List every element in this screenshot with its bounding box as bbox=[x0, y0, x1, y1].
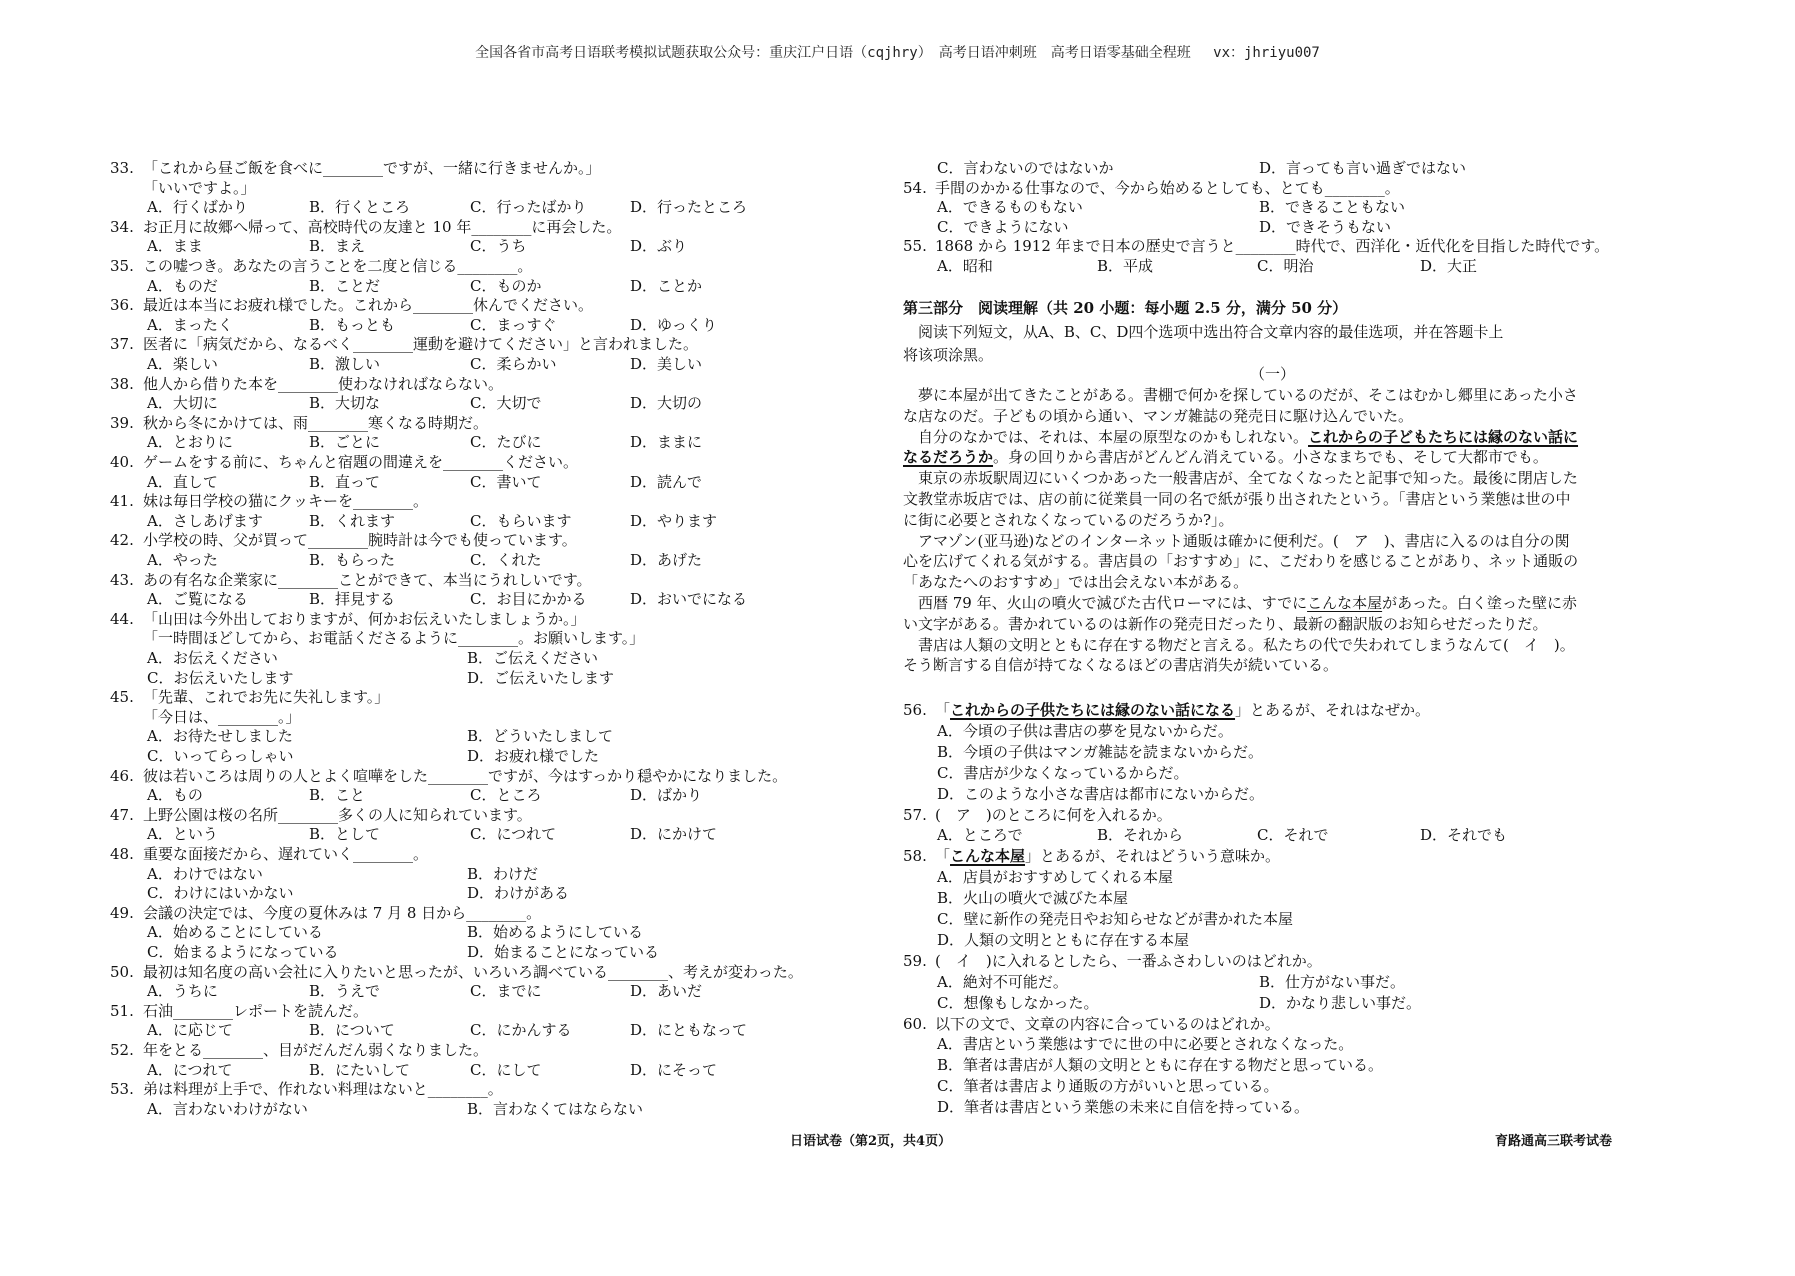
answer-option: A．始めることにしている bbox=[147, 923, 323, 942]
answer-option: D．ゆっくり bbox=[630, 315, 717, 334]
question-stem: 年をとる________、目がだんだん弱くなりました。 bbox=[143, 1041, 489, 1059]
underlined-phrase: これからの子供たちには縁のない話になる bbox=[950, 701, 1236, 719]
question-number: 33. bbox=[110, 159, 134, 177]
answer-option: C．にかんする bbox=[470, 1021, 572, 1040]
question-stem bbox=[935, 846, 1280, 866]
answer-option: C．書店が少なくなっているからだ。 bbox=[937, 763, 1189, 782]
underlined-phrase: こんな本屋 bbox=[950, 847, 1026, 866]
answer-option: A．お伝えください bbox=[147, 649, 278, 667]
question-number: 57. bbox=[903, 805, 927, 824]
text-segment: 西暦 79 年、火山の噴火で滅びた古代ローマには、すでに bbox=[903, 594, 1308, 612]
answer-option: A．書店という業態はすでに世の中に必要とされなくなった。 bbox=[937, 1035, 1354, 1054]
question-number: 37. bbox=[110, 335, 134, 354]
answer-option: D．おいでになる bbox=[630, 590, 748, 609]
answer-option: D．お疲れ様でした bbox=[467, 747, 600, 765]
answer-option: D．大切の bbox=[630, 394, 703, 413]
page-header-banner: 全国各省市高考日语联考模拟试题获取公众号：重庆江户日语（cqjhry） 高考日语冲刺班 高考日语零基础全程班 vx：jhriyu007 bbox=[475, 45, 1320, 61]
text-segment: 」とあるが、それはどういう意味か。 bbox=[1025, 847, 1281, 866]
answer-option: B．仕方がない事だ。 bbox=[1259, 972, 1406, 991]
question-number: 34. bbox=[110, 217, 134, 236]
answer-option: A．うちに bbox=[147, 982, 218, 1001]
question-stem: 「先輩、これでお先に失礼します。」 bbox=[143, 688, 390, 707]
answer-option: B．直って bbox=[309, 472, 381, 491]
text-segment: 夢に本屋が出てきたことがある。書棚で何かを探しているのだが、そこはむかし郷里にあった小さ bbox=[903, 386, 1578, 404]
question-stem: お正月に故郷へ帰って、高校時代の友達と 10 年________に再会した。 bbox=[143, 217, 622, 236]
answer-option: C．明治 bbox=[1257, 257, 1314, 275]
answer-option: C．もらいます bbox=[470, 511, 572, 530]
text-segment: 文教堂赤坂店では、店の前に従業員一同の名で紙が張り出されたという。「書店という業態は世の中 bbox=[903, 490, 1571, 508]
answer-option: A．昭和 bbox=[937, 257, 993, 275]
answer-option: A．ものだ bbox=[147, 276, 218, 295]
answer-option: C．いってらっしゃい bbox=[147, 747, 294, 765]
text-segment: ( ア )のところに何を入れるか。 bbox=[935, 805, 1172, 824]
text-segment: 自分のなかでは、それは、本屋の原型なのかもしれない。 bbox=[903, 427, 1309, 446]
answer-option: C．お目にかかる bbox=[470, 590, 587, 609]
question-number: 39. bbox=[110, 413, 134, 432]
passage-line bbox=[903, 531, 1570, 551]
answer-option: D．始まることになっている bbox=[467, 943, 660, 961]
question-number: 59. bbox=[903, 951, 927, 970]
answer-option: D．言っても言い過ぎではない bbox=[1259, 159, 1467, 177]
answer-option: D．かなり悲しい事だ。 bbox=[1259, 993, 1422, 1012]
question-number: 41. bbox=[110, 492, 134, 511]
passage-line bbox=[903, 510, 1234, 530]
answer-option: B．それから bbox=[1097, 826, 1184, 845]
answer-option: A．絶対不可能だ。 bbox=[937, 972, 1068, 991]
answer-option: C．お伝えいたします bbox=[147, 668, 294, 687]
answer-option: D．ぶり bbox=[630, 237, 688, 256]
passage-line bbox=[903, 572, 1248, 592]
question-number: 36. bbox=[110, 296, 134, 315]
answer-option: C．まっすぐ bbox=[470, 315, 557, 334]
answer-option: B．激しい bbox=[309, 355, 381, 373]
answer-option: B．今頃の子供はマンガ雑誌を読まないからだ。 bbox=[937, 742, 1264, 761]
section-instructions: 阅读下列短文，从A、B、C、D四个选项中选出符合文章内容的最佳选项，并在答题卡上 bbox=[903, 323, 1504, 341]
text-segment: 」とあるが、それはなぜか。 bbox=[1235, 701, 1431, 719]
answer-option: B．もらった bbox=[309, 551, 396, 569]
answer-option: B．ことだ bbox=[309, 276, 381, 295]
question-stem: 弟は料理が上手で、作れない料理はないと________。 bbox=[143, 1080, 503, 1099]
passage-title: （一） bbox=[1250, 365, 1296, 383]
underlined-phrase: これからの子どもたちには縁のない話に bbox=[1308, 427, 1579, 446]
answer-option: B．筆者は書店が人類の文明とともに存在する物だと思っている。 bbox=[937, 1056, 1384, 1075]
text-segment: 東京の赤坂駅周辺にいくつかあった一般書店が、全てなくなったと記事で知った。最後に閉店した bbox=[903, 469, 1578, 488]
answer-option: D．人類の文明とともに存在する本屋 bbox=[937, 930, 1190, 949]
text-segment: 心を広げてくれる気がする。書店員の「おすすめ」に、こだわりを感じることがあり、ネット通販の bbox=[903, 552, 1579, 571]
section-heading: 第三部分 阅读理解（共 20 小题：每小题 2.5 分，满分 50 分） bbox=[903, 299, 1348, 317]
answer-option: C．できようにない bbox=[937, 217, 1069, 236]
answer-option: C．までに bbox=[470, 982, 542, 1001]
answer-option: B．大切な bbox=[309, 394, 381, 413]
question-stem bbox=[935, 951, 1322, 971]
answer-option: B．できることもない bbox=[1259, 198, 1406, 217]
question-stem: 秋から冬にかけては、雨________寒くなる時期だ。 bbox=[143, 413, 489, 432]
answer-option: D．筆者は書店という業態の未来に自信を持っている。 bbox=[937, 1098, 1310, 1117]
question-number: 51. bbox=[110, 1001, 134, 1020]
underlined-phrase: こんな本屋 bbox=[1307, 594, 1383, 612]
answer-option: D．ことか bbox=[630, 276, 703, 295]
answer-option: B．もっとも bbox=[309, 315, 396, 334]
question-number: 58. bbox=[903, 847, 927, 866]
text-segment: な店なのだ。子どもの頃から通い、マンガ雑誌の発売日に駆け込んでいた。 bbox=[903, 406, 1414, 425]
question-stem: 手間のかかる仕事なので、今から始めるとしても、とても________。 bbox=[935, 178, 1400, 197]
answer-option: B．うえで bbox=[309, 982, 381, 1001]
underlined-phrase: なるだろうか bbox=[903, 448, 994, 467]
text-segment: い文字がある。書かれているのは新作の発売日だったり、最新の翻訳版のお知らせだったりだ。 bbox=[903, 614, 1548, 633]
answer-option: A．店員がおすすめしてくれる本屋 bbox=[937, 868, 1173, 887]
question-stem: 最近は本当にお疲れ様でした。これから________休んでください。 bbox=[143, 296, 594, 315]
question-stem: 妹は毎日学校の猫にクッキーを________。 bbox=[143, 492, 429, 511]
question-stem: 他人から借りた本を________使わなければならない。 bbox=[143, 374, 504, 393]
answer-option: A．につれて bbox=[147, 1060, 233, 1079]
answer-option: B．として bbox=[309, 825, 381, 844]
answer-option: A．とおりに bbox=[147, 433, 233, 452]
answer-option: A．行くばかり bbox=[147, 198, 248, 217]
passage-line bbox=[903, 468, 1578, 488]
question-number: 42. bbox=[110, 531, 134, 550]
answer-option: C．想像もしなかった。 bbox=[937, 993, 1099, 1012]
question-number: 50. bbox=[110, 962, 134, 981]
passage-line bbox=[903, 427, 1578, 447]
answer-option: D．にそって bbox=[630, 1060, 718, 1079]
question-stem: 上野公園は桜の名所________多くの人に知られています。 bbox=[143, 805, 532, 824]
question-stem bbox=[935, 805, 1172, 825]
answer-option: C．ところ bbox=[470, 786, 542, 805]
answer-option: D．それでも bbox=[1420, 826, 1508, 845]
text-segment: 。身の回りから書店がどんどん消えている。小さなまちでも、そして大都市でも。 bbox=[993, 448, 1548, 467]
answer-option: D．行ったところ bbox=[630, 198, 748, 217]
question-stem bbox=[935, 700, 1430, 720]
passage-line bbox=[903, 614, 1548, 634]
question-number: 35. bbox=[110, 257, 134, 275]
answer-option: C．行ったばかり bbox=[470, 198, 587, 217]
answer-option: B．始めるようにしている bbox=[467, 923, 644, 942]
answer-option: A．大切に bbox=[147, 394, 218, 413]
question-number: 53. bbox=[110, 1080, 134, 1099]
answer-option: C．始まるようになっている bbox=[147, 943, 339, 961]
passage-line bbox=[903, 635, 1575, 655]
question-stem: ゲームをする前に、ちゃんと宿題の間違えを________ください。 bbox=[143, 453, 579, 471]
question-stem: 医者に「病気だから、なるべく________運動を避けてください」と言われました。 bbox=[143, 335, 699, 354]
answer-option: C．言わないのではないか bbox=[937, 159, 1114, 177]
text-segment: アマゾン(亚马逊)などのインターネット通販は確かに便利だ。( ア )、書店に入るのは自分の関 bbox=[903, 531, 1570, 550]
question-number: 49. bbox=[110, 903, 134, 922]
answer-option: B．拝見する bbox=[309, 590, 396, 609]
answer-option: A．ところで bbox=[937, 826, 1023, 845]
answer-option: A．やった bbox=[147, 551, 218, 569]
answer-option: C．それで bbox=[1257, 826, 1329, 845]
answer-option: C．柔らかい bbox=[470, 355, 557, 373]
passage-line bbox=[903, 406, 1413, 426]
question-number: 52. bbox=[110, 1041, 134, 1059]
answer-option: A．ご覧になる bbox=[147, 590, 248, 609]
question-number: 60. bbox=[903, 1014, 927, 1033]
answer-option: C．につれて bbox=[470, 825, 557, 844]
answer-option: C．たびに bbox=[470, 433, 542, 452]
answer-option: A．楽しい bbox=[147, 355, 218, 373]
answer-option: D．読んで bbox=[630, 472, 703, 491]
answer-option: D．大正 bbox=[1420, 257, 1478, 275]
answer-option: B．まえ bbox=[309, 237, 366, 256]
text-segment: 「あなたへのおすすめ」では出会えない本がある。 bbox=[903, 573, 1249, 592]
question-number: 56. bbox=[903, 701, 927, 719]
answer-option: B．ご伝えください bbox=[467, 649, 599, 667]
answer-option: B．について bbox=[309, 1021, 395, 1040]
answer-option: A．さしあげます bbox=[147, 511, 263, 530]
question-number: 47. bbox=[110, 805, 134, 824]
answer-option: C．くれた bbox=[470, 551, 542, 569]
answer-option: C．うち bbox=[470, 237, 527, 256]
answer-option: D．にともなって bbox=[630, 1021, 748, 1040]
question-number: 44. bbox=[110, 609, 134, 628]
answer-option: D．わけがある bbox=[467, 884, 570, 903]
answer-option: C．ものか bbox=[470, 276, 542, 295]
question-stem: 最初は知名度の高い会社に入りたいと思ったが、いろいろ調べている________、考えが変わった。 bbox=[143, 962, 803, 981]
answer-option: B．わけだ bbox=[467, 864, 539, 883]
text-segment: 「 bbox=[935, 701, 951, 719]
question-number: 46. bbox=[110, 766, 134, 785]
question-stem: 小学校の時、父が買って________腕時計は今でも使っています。 bbox=[143, 531, 577, 550]
passage-line bbox=[903, 655, 1338, 675]
text-segment: 書店は人類の文明とともに存在する物だと言える。私たちの代で失われてしまうなんて( イ )。 bbox=[903, 635, 1575, 654]
answer-option: A．もの bbox=[147, 786, 203, 805]
answer-option: D．ばかり bbox=[630, 786, 703, 805]
question-stem: 「山田は今外出しておりますが、何かお伝えいたしましょうか。」 bbox=[143, 609, 586, 628]
answer-option: B．どういたしまして bbox=[467, 727, 614, 746]
passage-line bbox=[903, 593, 1577, 613]
answer-option: A．お待たせしました bbox=[147, 727, 293, 746]
answer-option: B．火山の噴火で滅びた本屋 bbox=[937, 889, 1129, 908]
answer-option: A．に応じて bbox=[147, 1021, 233, 1040]
question-stem: 石油________レポートを読んだ。 bbox=[143, 1001, 369, 1020]
answer-option: A．わけではない bbox=[147, 864, 263, 883]
question-stem: 「これから昼ご飯を食べに________ですが、一緒に行きませんか。」 bbox=[143, 159, 601, 177]
answer-option: A．できるものもない bbox=[937, 198, 1083, 217]
question-stem: 「今日は、________。」 bbox=[143, 707, 301, 726]
question-stem: あの有名な企業家に________ことができて、本当にうれしいです。 bbox=[143, 570, 592, 589]
answer-option: C．大切で bbox=[470, 394, 542, 413]
answer-option: D．やります bbox=[630, 511, 718, 530]
answer-option: D．このような小さな書店は都市にないからだ。 bbox=[937, 784, 1265, 803]
section-instructions: 将该项涂黑。 bbox=[903, 346, 994, 364]
passage-line bbox=[903, 489, 1571, 509]
answer-option: A．今頃の子供は書店の夢を見ないからだ。 bbox=[937, 721, 1233, 740]
question-number: 45. bbox=[110, 688, 134, 707]
answer-option: B．こと bbox=[309, 786, 366, 805]
passage-line bbox=[903, 447, 1548, 467]
answer-option: B．ごとに bbox=[309, 433, 381, 452]
answer-option: A．まま bbox=[147, 237, 203, 256]
answer-option: C．筆者は書店より通販の方がいいと思っている。 bbox=[937, 1077, 1279, 1096]
answer-option: B．くれます bbox=[309, 511, 396, 530]
answer-option: D．あいだ bbox=[630, 982, 703, 1001]
answer-option: D．あげた bbox=[630, 551, 703, 569]
question-stem: 「いいですよ。」 bbox=[143, 178, 256, 197]
passage-line bbox=[903, 385, 1578, 405]
text-segment: そう断言する自信が持てなくなるほどの書店消失が続いている。 bbox=[903, 656, 1339, 675]
answer-option: D．美しい bbox=[630, 355, 703, 373]
question-number: 38. bbox=[110, 374, 134, 393]
answer-option: A．直して bbox=[147, 472, 218, 491]
text-segment: 以下の文で、文章の内容に合っているのはどれか。 bbox=[935, 1014, 1280, 1033]
answer-option: D．にかけて bbox=[630, 825, 718, 844]
question-stem bbox=[935, 1014, 1280, 1034]
question-number: 40. bbox=[110, 453, 134, 471]
question-stem: 会議の決定では、今度の夏休みは 7 月 8 日から________。 bbox=[143, 903, 542, 922]
answer-option: C．わけにはいかない bbox=[147, 884, 294, 903]
passage-line bbox=[903, 551, 1578, 571]
answer-option: A．という bbox=[147, 825, 218, 844]
question-number: 48. bbox=[110, 845, 134, 863]
question-stem: 「一時間ほどしてから、お電話くださるように________。お願いします。」 bbox=[143, 629, 645, 648]
question-stem: 重要な面接だから、遅れていく________。 bbox=[143, 845, 429, 863]
text-segment: があった。白く塗った壁に赤 bbox=[1382, 594, 1577, 612]
answer-option: A．まったく bbox=[147, 315, 233, 334]
question-number: 54. bbox=[903, 178, 927, 197]
answer-option: B．平成 bbox=[1097, 257, 1154, 275]
answer-option: A．言わないわけがない bbox=[147, 1099, 308, 1118]
question-stem: 彼は若いころは周りの人とよく喧嘩をした________ですが、今はすっかり穏やかになりました。 bbox=[143, 766, 788, 785]
answer-option: D．ご伝えいたします bbox=[467, 668, 615, 687]
text-segment: に街に必要とされなくなっているのだろうか?」。 bbox=[903, 510, 1234, 529]
answer-option: B．言わなくてはならない bbox=[467, 1099, 644, 1118]
answer-option: D．ままに bbox=[630, 433, 703, 452]
question-stem: この嘘つき。あなたの言うことを二度と信じる________。 bbox=[143, 257, 533, 275]
answer-option: B．にたいして bbox=[309, 1060, 411, 1079]
answer-option: D．できそうもない bbox=[1259, 217, 1392, 236]
text-segment: ( イ )に入れるとしたら、一番ふさわしいのはどれか。 bbox=[935, 951, 1322, 970]
question-number: 55. bbox=[903, 237, 927, 256]
question-stem: 1868 から 1912 年まで日本の歴史で言うと________時代で、西洋化・近代化を目指した時代です。 bbox=[935, 237, 1610, 256]
footer-publisher: 育路通高三联考试卷 bbox=[1495, 1134, 1613, 1149]
text-segment: 「 bbox=[935, 847, 951, 866]
answer-option: B．行くところ bbox=[309, 198, 411, 217]
answer-option: C．書いて bbox=[470, 472, 542, 491]
footer-page-number: 日语试卷（第2页，共4页） bbox=[790, 1134, 952, 1149]
question-number: 43. bbox=[110, 570, 134, 589]
answer-option: C．壁に新作の発売日やお知らせなどが書かれた本屋 bbox=[937, 910, 1294, 928]
answer-option: C．にして bbox=[470, 1060, 542, 1079]
